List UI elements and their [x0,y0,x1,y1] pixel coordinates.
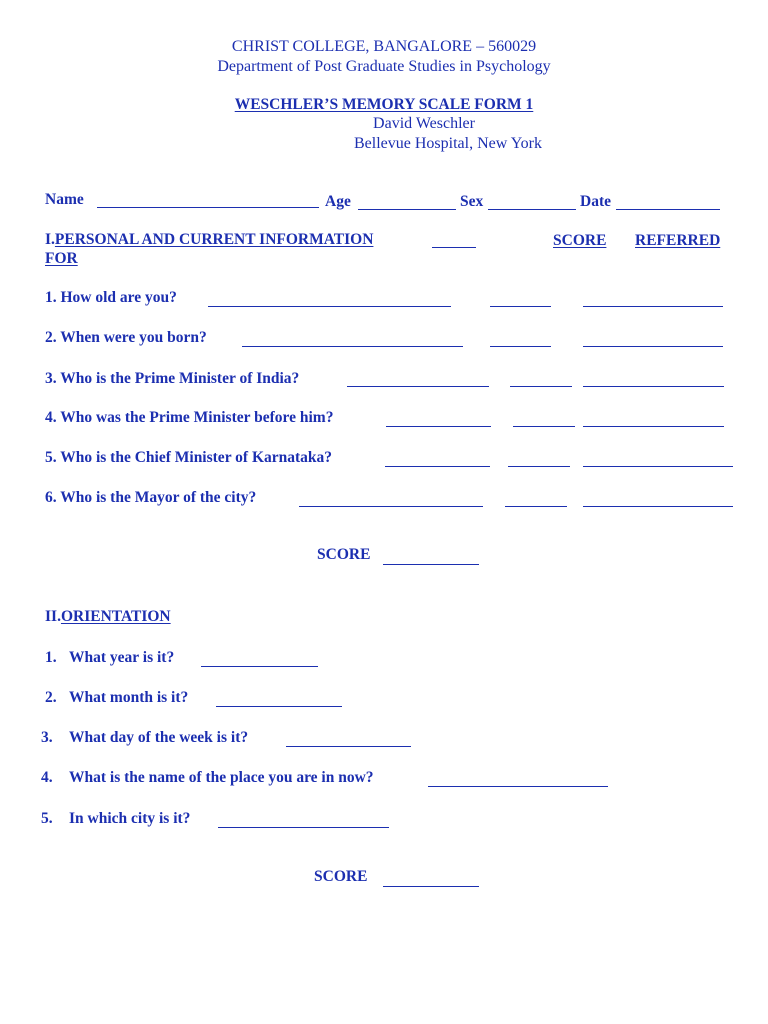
orientation-question: 4. What is the name of the place you are in now? [41,769,374,786]
answer-field[interactable] [208,306,451,307]
author: David Weschler [373,115,475,132]
department-name: Department of Post Graduate Studies in Psychology [217,58,551,75]
section1-score-label: SCORE [317,546,371,563]
orientation-question: 1. What year is it? [45,649,175,666]
referred-field[interactable] [583,426,724,427]
answer-field[interactable] [385,466,490,467]
question-item: 1. How old are you? [45,289,177,306]
question-item: 4. Who was the Prime Minister before him? [45,409,334,426]
section1-title-underline [432,247,476,248]
orientation-question: 3. What day of the week is it? [41,729,249,746]
date-field[interactable] [616,209,720,210]
score-field[interactable] [505,506,567,507]
date-label: Date [580,193,611,210]
orientation-question: 2. What month is it? [45,689,189,706]
score-column-header: SCORE [553,232,607,249]
score-field[interactable] [513,426,575,427]
section1-title: PERSONAL AND CURRENT INFORMATION [54,231,374,248]
referred-field[interactable] [583,386,724,387]
sex-label: Sex [460,193,484,210]
sex-field[interactable] [488,209,576,210]
score-field[interactable] [510,386,572,387]
section1-number: I. [45,231,55,248]
question-item: 2. When were you born? [45,329,207,346]
section2-heading [45,608,171,626]
question-item: 6. Who is the Mayor of the city? [45,489,257,506]
name-field[interactable] [97,207,319,208]
section2-score-label: SCORE [314,868,368,885]
score-field[interactable] [490,306,551,307]
question-item: 3. Who is the Prime Minister of India? [45,370,300,387]
section1-score-field[interactable] [383,564,479,565]
answer-field[interactable] [201,666,318,667]
answer-field[interactable] [286,746,411,747]
section1-title-line2: FOR [45,250,78,267]
answer-field[interactable] [218,827,389,828]
answer-field[interactable] [428,786,608,787]
form-title: WESCHLER’S MEMORY SCALE FORM 1 [234,96,534,113]
referred-field[interactable] [583,306,723,307]
age-field[interactable] [358,209,456,210]
section2-number: II. [45,608,61,625]
question-item: 5. Who is the Chief Minister of Karnataka? [45,449,333,466]
answer-field[interactable] [299,506,483,507]
section2-title: ORIENTATION [60,608,171,625]
section1-heading [45,231,373,249]
score-field[interactable] [490,346,551,347]
orientation-question: 5. In which city is it? [41,810,191,827]
score-field[interactable] [508,466,570,467]
referred-field[interactable] [583,466,733,467]
answer-field[interactable] [242,346,463,347]
institution-name: CHRIST COLLEGE, BANGALORE – 560029 [231,38,537,55]
referred-field[interactable] [583,346,723,347]
referred-column-header: REFERRED [635,232,721,249]
answer-field[interactable] [347,386,489,387]
referred-field[interactable] [583,506,733,507]
section2-score-field[interactable] [383,886,479,887]
answer-field[interactable] [386,426,491,427]
affiliation: Bellevue Hospital, New York [354,135,542,152]
name-label: Name [45,191,84,208]
age-label: Age [325,193,351,210]
answer-field[interactable] [216,706,342,707]
